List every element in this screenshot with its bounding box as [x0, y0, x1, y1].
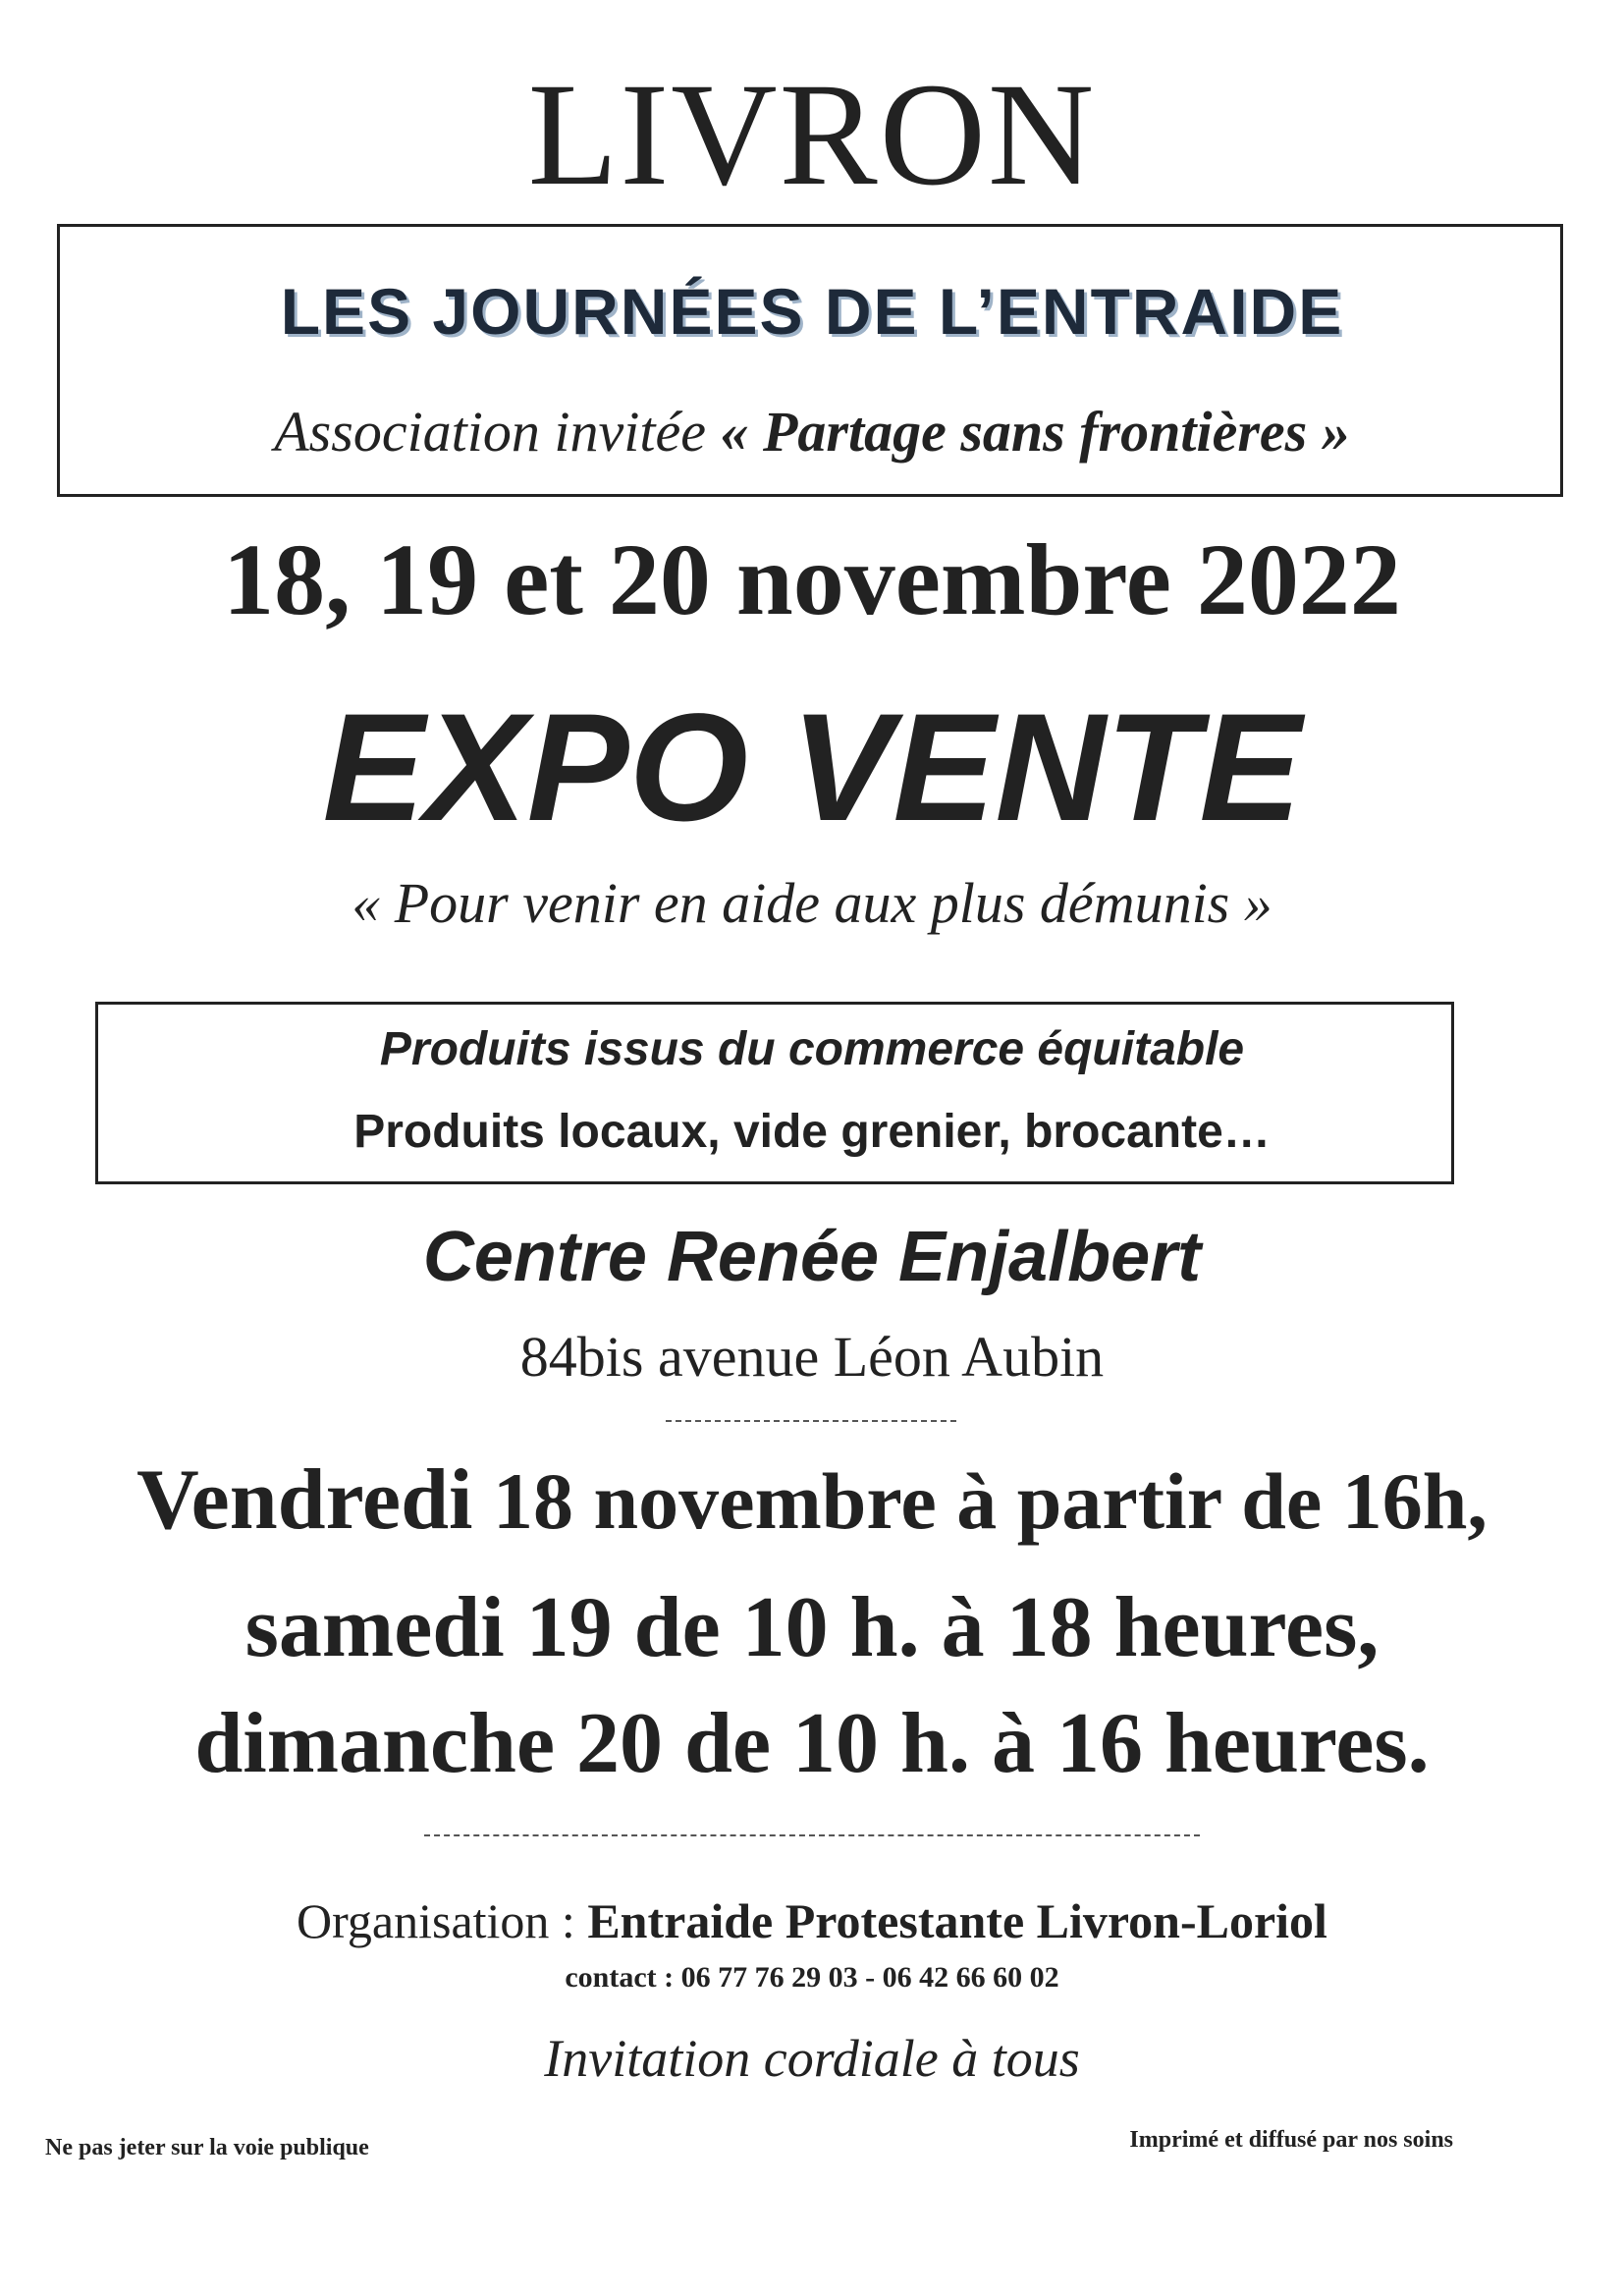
event-title: LES JOURNÉES DE L’ENTRAIDE [280, 275, 1344, 348]
schedule-saturday [0, 1579, 1624, 1678]
organisation [0, 1893, 1624, 1948]
footer-right-note: Imprimé et diffusé par nos soins [1129, 2127, 1453, 2153]
organisation-name: Entraide Protestante Livron-Loriol [587, 1893, 1327, 1948]
schedule-saturday-day: samedi [244, 1580, 505, 1675]
venue-address: 84bis avenue Léon Aubin [519, 1325, 1105, 1389]
schedule-friday [0, 1451, 1624, 1551]
motto: « Pour venir en aide aux plus démunis » [352, 871, 1272, 935]
contact-phones: contact : 06 77 76 29 03 - 06 42 66 60 02 [565, 1961, 1059, 1994]
dashed-separator [424, 1834, 1200, 1836]
organisation-label: Organisation : [297, 1893, 588, 1948]
schedule-friday-day: Vendredi [136, 1452, 473, 1548]
guest-prefix: Association invitée [274, 400, 721, 464]
schedule-sunday [0, 1695, 1624, 1794]
event-dates: 18, 19 et 20 novembre 2022 [223, 523, 1401, 636]
guest-association [0, 400, 1624, 464]
products-line-2: Produits locaux, vide grenier, brocante… [353, 1106, 1271, 1158]
schedule-sunday-day: dimanche [194, 1696, 556, 1791]
dashed-separator [666, 1420, 956, 1422]
guest-name: « Partage sans frontières » [720, 400, 1350, 464]
invitation: Invitation cordiale à tous [544, 2029, 1080, 2088]
schedule-saturday-hours: 19 de 10 h. à 18 heures, [504, 1580, 1380, 1675]
town-title: LIVRON [527, 53, 1097, 216]
venue-name: Centre Renée Enjalbert [422, 1218, 1202, 1296]
schedule-sunday-hours: 20 de 10 h. à 16 heures. [555, 1696, 1430, 1791]
footer-left-note: Ne pas jeter sur la voie publique [45, 2135, 369, 2160]
products-line-1: Produits issus du commerce équitable [379, 1023, 1245, 1075]
expo-vente-heading: EXPO VENTE [322, 683, 1302, 853]
schedule-friday-hours: 18 novembre à partir de 16h, [472, 1456, 1488, 1546]
